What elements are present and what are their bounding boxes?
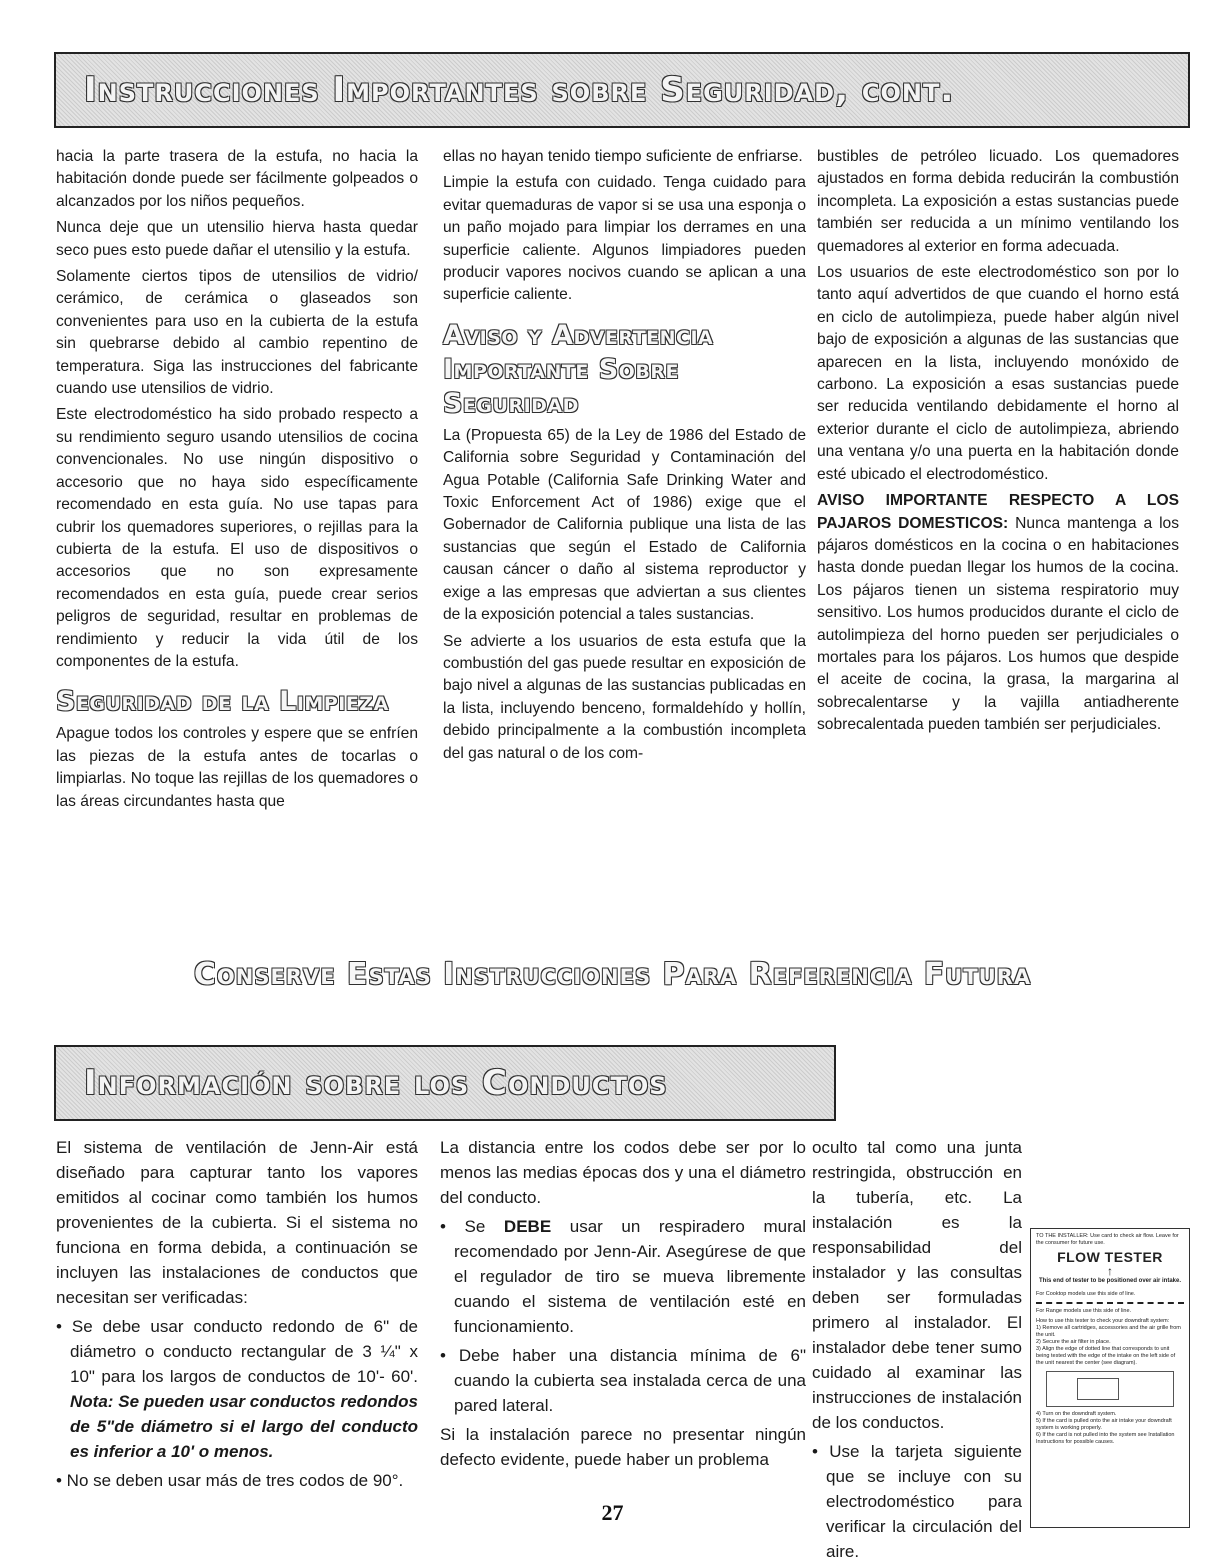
tester-step: 3) Align the edge of dotted line that corresponds to unit being tested with the edge of the intake on the left side of the unit nearest the center (see diagram). (1036, 1346, 1176, 1366)
paragraph: Los usuarios de este electrodoméstico son por lo tanto aquí advertidos de que cuando el horno está en ciclo de autolimpieza, puede haber algún nivel bajo de exposición a algunas de las sustancias que aparecen en la lista, incluyendo monóxido de carbono. La exposición a esas sustancias puede ser reducida ventilando debidamente el horno al exterior durante el ciclo de autolimpieza, abriendo una ventana y/o una puerta en la habitación donde esté ubicado el electrodoméstico. (817, 264, 1179, 483)
bullet-text: usar un respiradero mural recomendado por Jenn-Air. Asegúrese de que el regulador de tiro se mueva libremente cuando el sistema de ventilación esté en funcionamiento. (454, 1217, 806, 1336)
list-item (56, 1314, 418, 1464)
paragraph: Se advierte a los usuarios de esta estufa que la combustión del gas puede resultar en exposición de bajo nivel a algunas de las sustancias publicadas en la lista, incluyendo benceno, formaldehído y hollín, debido principalmente a la combustión incompleta del gas natural o de los com- (443, 632, 806, 762)
paragraph: Si la instalación parece no presentar ningún defecto evidente, puede haber un problema (440, 1425, 806, 1469)
list-item (440, 1214, 806, 1339)
dashed-line (1036, 1302, 1184, 1304)
list-item: • Use la tarjeta siguiente que se incluye con su electrodoméstico para verificar la circulación del aire. (812, 1442, 1022, 1561)
paragraph: Apague todos los controles y espere que se enfríen las piezas de la estufa antes de tocarlas o limpiarlas. No toque las rejillas de los quemadores o las áreas circundantes hasta que (56, 725, 418, 810)
flow-tester-card (1030, 1228, 1190, 1528)
warning-heading: Aviso y Advertencia Importante Sobre Seguridad (443, 319, 714, 419)
ducts-banner-title: Información sobre los Conductos (84, 1063, 668, 1103)
paragraph: La (Propuesta 65) de la Ley de 1986 del Estado de California sobre Seguridad y Contaminación del Agua Potable (California Safe Drinking Water and Toxic Enforcement Act of 1986) exige que el Gobernador de California publique una lista de las sustancias que según el Estado de California causan cáncer o daño al sistema reproductor y exige a las empresas que adviertan a sus clientes de la exposición potencial a tales sustancias. (443, 426, 806, 624)
paragraph: Este electrodoméstico ha sido probado respecto a su rendimiento seguro usando utensilios de cocina convencionales. No use ningún dispositivo o accesorio que no haya sido específicamente recomendado en esta guía. No use tapas para cubrir los quemadores superiores, o rejillas para la cubierta de la estufa. El uso de dispositivos o accesorios que no son expresamente recomendados en esta guía, puede crear serios peligros de seguridad, resultar en problemas de rendimiento y reducir la vida útil de los componentes de la estufa. (56, 406, 418, 670)
safety-banner-title: Instrucciones Importantes sobre Seguridad, cont. (84, 70, 955, 110)
top-column-3 (817, 146, 1179, 741)
bullet-prefix: • Se (440, 1217, 504, 1236)
list-item: • No se deben usar más de tres codos de 90°. (56, 1471, 404, 1490)
paragraph: oculto tal como una junta restringida, obstrucción en la tubería, etc. La instalación es la responsabilidad del instalador y las consultas deben ser formuladas primero al instalador. El instalador debe tener sumo cuidado al examinar las instrucciones de instalación de los conductos. (812, 1138, 1022, 1432)
cleaning-safety-heading: Seguridad de la Limpieza (56, 686, 389, 718)
tester-title: FLOW TESTER (1057, 1249, 1163, 1265)
ducts-banner (54, 1045, 836, 1121)
tester-diagram (1046, 1371, 1174, 1407)
pet-birds-warning-label: AVISO IMPORTANTE RESPECTO A LOS PAJAROS DOMESTICOS: (817, 492, 1179, 532)
paragraph: Nunca deje que un utensilio hierva hasta quedar seco pues esto puede dañar el utensilio y la estufa. (56, 219, 418, 259)
tester-step: 6) If the card is not pulled into the system see Installation Instructions for possible causes. (1036, 1432, 1175, 1445)
pet-birds-warning-text: Nunca mantenga a los pájaros domésticos en la cocina o en habitaciones hasta donde puedan llegar los humos de la cocina. Los pájaros tienen un sistema respiratorio muy sensitivo. Los humos producidos durante el ciclo de autolimpieza del horno pueden ser perjudiciales o mortales para los pájaros. Los humos que despide el aceite de cocina, la grasa, la margarina al sobrecalentarse y la vajilla antiadherente sobrecalentada pueden también ser perjudiciales. (817, 514, 1179, 734)
paragraph: ellas no hayan tenido tiempo suficiente de enfriarse. (443, 148, 803, 165)
safety-banner (54, 52, 1190, 128)
paragraph: hacia la parte trasera de la estufa, no hacia la habitación donde puede ser fácilmente golpeados o alcanzados por los niños pequeños. (56, 148, 418, 210)
paragraph (817, 490, 1179, 736)
paragraph: El sistema de ventilación de Jenn-Air está diseñado para capturar tanto los vapores emitidos al cocinar como también los humos provenientes de la cubierta. Si el sistema no funciona en forma debida, a continuación se incluyen las instalaciones de conductos que necesitan ser verificadas: (56, 1138, 418, 1307)
tester-step: 5) If the card is pulled onto the air intake your downdraft system is working properly. (1036, 1418, 1172, 1431)
arrow-up-icon: ↑ (1107, 1264, 1113, 1278)
duct-note: Nota: Se pueden usar conductos redondos de 5"de diámetro si el largo del conducto es inferior a 10' o menos. (70, 1392, 418, 1461)
tester-step: 2) Secure the air filter in place. (1036, 1339, 1111, 1345)
tester-step: 4) Turn on the downdraft system. (1036, 1411, 1117, 1417)
paragraph: bustibles de petróleo licuado. Los quemadores ajustados en forma debida reducirán la combustión incompleta. La exposición a estas sustancias puede también ser reducida a un mínimo ventilando los quemadores al exterior en forma adecuada. (817, 148, 1179, 255)
page-number: 27 (601, 1500, 624, 1525)
top-column-1 (56, 146, 418, 817)
paragraph: Limpie la estufa con cuidado. Tenga cuidado para evitar quemaduras de vapor si se usa una esponja o un paño mojado para limpiar los derrames en una superficie caliente. Algunos limpiadores pueden producir vapores nocivos cuando se aplican a una superficie caliente. (443, 174, 806, 304)
bottom-column-2 (440, 1135, 806, 1476)
tester-installer-note: TO THE INSTALLER: Use card to check air flow. Leave for the consumer for future use. (1036, 1233, 1179, 1246)
list-item: • Debe haber una distancia mínima de 6" cuando la cubierta sea instalada cerca de una pared lateral. (440, 1346, 806, 1415)
bottom-column-1 (56, 1135, 418, 1497)
duct-size-text: • Se debe usar conducto redondo de 6" de diámetro o conducto rectangular de 3 ¼" x 10" para los largos de conductos de 10'- 60'. (56, 1317, 418, 1386)
must-label: DEBE (503, 1217, 552, 1236)
keep-instructions-heading: Conserve Estas Instrucciones Para Referencia Futura (193, 957, 1032, 992)
paragraph: Solamente ciertos tipos de utensilios de vidrio/ cerámico, de cerámica o glaseados son convenientes para uso en la cubierta de la estufa sin quebrarse debido al cambio repentino de temperatura. Siga las instrucciones del fabricante cuando use utensilios de vidrio. (56, 268, 418, 398)
tester-cooktop-note: For Cooktop models use this side of line. (1036, 1291, 1136, 1297)
tester-end-note: This end of tester to be positioned over air intake. (1038, 1278, 1182, 1284)
tester-step: 1) Remove all cartridges, accessories and the air grille from the unit. (1036, 1325, 1181, 1338)
paragraph: La distancia entre los codos debe ser por lo menos las medias épocas dos y una el diámetro del conducto. (440, 1138, 806, 1207)
tester-howto: How to use this tester to check your downdraft system: (1036, 1318, 1170, 1324)
top-column-2 (443, 146, 806, 769)
tester-range-note: For Range models use this side of line. (1036, 1308, 1132, 1314)
